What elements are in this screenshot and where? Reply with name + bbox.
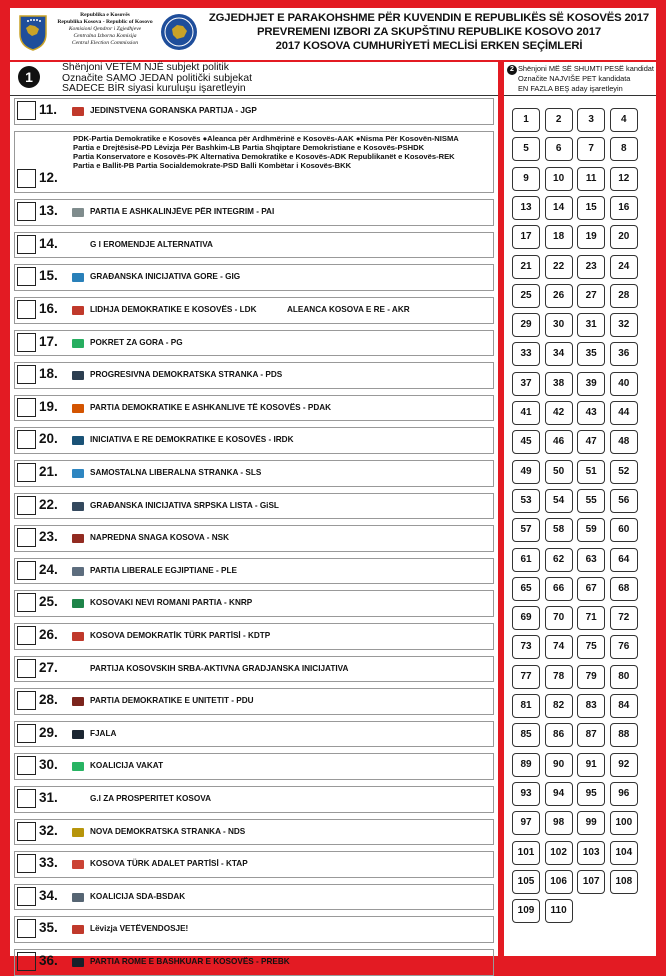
candidate-number-box[interactable]: 27 xyxy=(577,284,605,308)
candidate-number-box[interactable]: 87 xyxy=(577,723,605,747)
party-name: PARTIA LIBERALE EGJIPTIANE - PLE xyxy=(90,565,237,575)
party-row xyxy=(14,395,494,422)
candidate-number-box[interactable]: 44 xyxy=(610,401,638,425)
candidate-number-box[interactable]: 53 xyxy=(512,489,540,513)
candidate-number-box[interactable]: 92 xyxy=(610,753,638,777)
party-logo-icon xyxy=(72,107,84,116)
instruction-line-turkish: SADECE BİR siyasi kuruluşu işaretleyin xyxy=(62,83,246,95)
party-checkbox[interactable] xyxy=(17,528,36,547)
party-number: 34. xyxy=(39,887,58,903)
candidate-number-box[interactable]: 14 xyxy=(545,196,573,220)
ballot-header xyxy=(10,8,656,60)
party-row xyxy=(14,656,494,683)
party-name: JEDINSTVENA GORANSKA PARTIJA - JGP xyxy=(90,106,257,115)
candidate-number-box[interactable]: 20 xyxy=(610,225,638,249)
candidate-number-box[interactable]: 57 xyxy=(512,518,540,542)
candidate-number-box[interactable]: 101 xyxy=(512,841,540,865)
candidate-number-box[interactable]: 7 xyxy=(577,137,605,161)
party-checkbox[interactable] xyxy=(17,333,36,352)
coalition-line: Partia Konservatore e Kosovës-PK Alternativa Demokratike e Kosovës-ADK Republikanët e Kosovës-REK xyxy=(73,152,455,161)
candidate-number-box[interactable]: 30 xyxy=(545,313,573,337)
party-logo-icon xyxy=(72,762,84,771)
party-checkbox[interactable] xyxy=(17,854,36,873)
candidate-number-box[interactable]: 38 xyxy=(545,372,573,396)
candidate-number-box[interactable]: 52 xyxy=(610,460,638,484)
party-number: 23. xyxy=(39,529,58,545)
party-checkbox[interactable] xyxy=(17,101,36,120)
party-row xyxy=(14,232,494,259)
party-name: KOALICIJA VAKAT xyxy=(90,761,164,771)
party-name: FJALA xyxy=(90,728,117,738)
party-name: SAMOSTALNA LIBERALNA STRANKA - SLS xyxy=(90,468,262,477)
candidate-number-box[interactable]: 34 xyxy=(545,342,573,366)
candidate-number-box[interactable]: 17 xyxy=(512,225,540,249)
party-checkbox[interactable] xyxy=(17,691,36,710)
party-row xyxy=(14,297,494,324)
candidate-number-box[interactable]: 33 xyxy=(512,342,540,366)
candidate-number-box[interactable]: 80 xyxy=(610,665,638,689)
party-name: KOSOVA TÜRK ADALET PARTİSİ - KTAP xyxy=(90,859,248,869)
party-checkbox[interactable] xyxy=(17,365,36,384)
candidate-number-box[interactable]: 83 xyxy=(577,694,605,718)
party-number: 26. xyxy=(39,627,58,642)
party-checkbox[interactable] xyxy=(17,300,36,319)
party-name: POKRET ZA GORA - PG xyxy=(90,337,183,347)
candidate-number-box[interactable]: 85 xyxy=(512,723,540,747)
kosovo-coat-of-arms-icon xyxy=(18,14,48,52)
candidate-number-box[interactable]: 21 xyxy=(512,255,540,279)
candidate-number-box[interactable]: 96 xyxy=(610,782,638,806)
candidate-number-box[interactable]: 46 xyxy=(545,430,573,454)
party-logo-icon xyxy=(72,339,84,348)
candidate-number-box[interactable]: 70 xyxy=(545,606,573,630)
candidate-number-box[interactable]: 15 xyxy=(577,196,605,220)
candidate-number-box[interactable]: 37 xyxy=(512,372,540,396)
party-checkbox[interactable] xyxy=(17,463,36,482)
candidate-number-box[interactable]: 12 xyxy=(610,167,638,191)
party-row xyxy=(14,427,494,454)
party-row xyxy=(14,884,494,911)
candidate-number-box[interactable]: 49 xyxy=(512,460,540,484)
candidate-number-box[interactable]: 3 xyxy=(577,108,605,132)
coalition-line: Partia e Ballit-PB Partia Socialdemokrate-PSD Balli Kombëtar i Kosovës-BKK xyxy=(73,161,352,171)
party-logo-icon xyxy=(72,730,84,739)
candidate-number-box[interactable]: 45 xyxy=(512,430,540,454)
party-row xyxy=(14,330,494,357)
party-row xyxy=(14,623,494,650)
party-number: 24. xyxy=(39,561,58,577)
candidate-number-box[interactable]: 51 xyxy=(577,460,605,484)
party-logo-icon xyxy=(72,958,84,967)
instruction-line-albanian: Shënjoni VETËM NJË subjekt politik xyxy=(62,62,229,73)
candidate-instruction xyxy=(504,62,656,96)
party-logo-icon xyxy=(72,860,84,869)
candidate-number-box[interactable]: 69 xyxy=(512,606,540,630)
party-name: KOSOVA DEMOKRATİK TÜRK PARTİSİ - KDTP xyxy=(90,631,271,640)
candidate-number-box[interactable]: 84 xyxy=(610,694,638,718)
party-checkbox[interactable] xyxy=(17,952,36,971)
party-number: 21. xyxy=(39,464,58,479)
party-number: 32. xyxy=(39,822,58,838)
candidate-number-box[interactable]: 1 xyxy=(512,108,540,132)
candidate-number-box[interactable]: 9 xyxy=(512,167,540,191)
party-name-secondary: ALEANCA KOSOVA E RE - AKR xyxy=(287,305,410,314)
candidate-number-box[interactable]: 58 xyxy=(545,518,573,542)
candidate-number-box[interactable]: 93 xyxy=(512,782,540,806)
party-checkbox[interactable] xyxy=(17,496,36,515)
party-number: 36. xyxy=(39,953,58,968)
institution-line4: Centralna Izborna Komisija xyxy=(73,33,137,39)
party-selection-panel xyxy=(10,62,498,968)
party-row xyxy=(14,460,494,487)
candidate-number-box[interactable]: 54 xyxy=(545,489,573,513)
party-number: 27. xyxy=(39,659,58,675)
candidate-selection-panel xyxy=(504,62,656,956)
party-row xyxy=(14,949,494,976)
title-turkish: 2017 KOSOVA CUMHURİYETİ MECLİSİ ERKEN SEÇİMLERİ xyxy=(275,40,583,52)
candidate-number-box[interactable]: 26 xyxy=(545,284,573,308)
party-name: GRAĐANSKA INICIJATIVA GORE - GIG xyxy=(90,272,241,282)
party-instruction-text xyxy=(62,63,252,95)
candidate-number-box[interactable]: 50 xyxy=(545,460,573,484)
candidate-number-box[interactable]: 74 xyxy=(545,635,573,659)
party-checkbox[interactable] xyxy=(17,169,36,188)
party-logo-icon xyxy=(72,828,84,837)
candidate-number-box[interactable]: 23 xyxy=(577,255,605,279)
party-name: NAPREDNA SNAGA KOSOVA - NSK xyxy=(90,533,230,543)
party-row xyxy=(14,851,494,878)
candidate-number-box[interactable]: 59 xyxy=(577,518,605,542)
candidate-number-box[interactable]: 108 xyxy=(610,870,638,894)
candidate-number-box[interactable]: 66 xyxy=(545,577,573,601)
candidate-number-box[interactable]: 22 xyxy=(545,255,573,279)
party-number: 22. xyxy=(39,496,58,512)
candidate-number-box[interactable]: 98 xyxy=(545,811,573,835)
candidate-number-box[interactable]: 56 xyxy=(610,489,638,513)
party-checkbox[interactable] xyxy=(17,561,36,580)
candidate-number-box[interactable]: 55 xyxy=(577,489,605,513)
party-name: PARTIJA KOSOVSKIH SRBA-AKTIVNA GRADJANSKA INICIJATIVA xyxy=(90,663,349,673)
party-name: G I EROMENDJE ALTERNATIVA xyxy=(90,239,213,249)
candidate-number-box[interactable]: 104 xyxy=(610,841,638,865)
candidate-number-box[interactable]: 13 xyxy=(512,196,540,220)
candidate-number-box[interactable]: 71 xyxy=(577,606,605,630)
party-name: PARTIA DEMOKRATIKE E ASHKANLIVE TË KOSOVËS - PDAK xyxy=(90,402,332,412)
party-name: KOSOVAKI NEVI ROMANI PARTIA - KNRP xyxy=(90,598,253,608)
party-checkbox[interactable] xyxy=(17,626,36,645)
cec-logo-icon xyxy=(160,13,198,51)
party-checkbox[interactable] xyxy=(17,724,36,743)
party-row xyxy=(14,688,494,715)
party-row xyxy=(14,493,494,520)
party-row xyxy=(14,264,494,291)
candidate-number-box[interactable]: 91 xyxy=(577,753,605,777)
party-row xyxy=(14,916,494,943)
party-logo-icon xyxy=(72,925,84,934)
candidate-number-box[interactable]: 100 xyxy=(610,811,638,835)
candidate-number-box[interactable]: 81 xyxy=(512,694,540,718)
party-logo-icon xyxy=(72,893,84,902)
party-number: 28. xyxy=(39,692,58,708)
party-logo-icon xyxy=(72,273,84,282)
candidate-number-box[interactable]: 35 xyxy=(577,342,605,366)
party-name: PARTIA ROME E BASHKUAR E KOSOVËS - PREBK xyxy=(90,957,290,966)
candidate-number-box[interactable]: 65 xyxy=(512,577,540,601)
candidate-number-box[interactable]: 43 xyxy=(577,401,605,425)
title-serbian: PREVREMENI IZBORI ZA SKUPŠTINU REPUBLIKE KOSOVO 2017 xyxy=(257,26,601,38)
party-number: 12. xyxy=(39,169,58,185)
candidate-number-box[interactable]: 63 xyxy=(577,548,605,572)
party-number: 33. xyxy=(39,855,58,871)
candidate-number-box[interactable]: 24 xyxy=(610,255,638,279)
candidate-number-box[interactable]: 60 xyxy=(610,518,638,542)
party-number: 14. xyxy=(39,235,58,251)
candidate-instruction-albanian: Shënjoni MË SË SHUMTI PESË kandidat xyxy=(518,64,654,73)
coalition-line: Partia e Drejtësisë-PD Lëvizja Për Bashkim-LB Partia Shqiptare Demokristiane e Kosovës-PSHDK xyxy=(73,142,425,152)
candidate-number-box[interactable]: 2 xyxy=(545,108,573,132)
party-logo-icon xyxy=(72,469,84,478)
instruction-line-serbian: Označite SAMO JEDAN politički subjekat xyxy=(62,72,252,84)
institution-block xyxy=(54,12,156,47)
candidate-number-box[interactable]: 47 xyxy=(577,430,605,454)
party-number: 11. xyxy=(39,102,58,117)
party-number: 35. xyxy=(39,920,58,936)
candidate-number-box[interactable]: 72 xyxy=(610,606,638,630)
party-checkbox[interactable] xyxy=(17,593,36,612)
party-logo-icon xyxy=(72,436,84,445)
party-row xyxy=(14,199,494,226)
candidate-number-box[interactable]: 105 xyxy=(512,870,540,894)
candidate-number-box[interactable]: 62 xyxy=(545,548,573,572)
candidate-number-box[interactable]: 48 xyxy=(610,430,638,454)
party-number: 29. xyxy=(39,724,58,740)
party-logo-icon xyxy=(72,632,84,641)
party-number: 13. xyxy=(39,203,58,219)
party-row xyxy=(14,753,494,780)
candidate-number-box[interactable]: 31 xyxy=(577,313,605,337)
candidate-number-box[interactable]: 28 xyxy=(610,284,638,308)
party-number: 18. xyxy=(39,366,58,382)
institution-line3: Komisioni Qendror i Zgjedhjeve xyxy=(68,26,142,32)
title-albanian: ZGJEDHJET E PARAKOHSHME PËR KUVENDIN E REPUBLIKËS SË KOSOVËS 2017 xyxy=(208,12,650,24)
party-logo-icon xyxy=(72,567,84,576)
candidate-number-box[interactable]: 110 xyxy=(545,899,573,923)
candidate-number-box[interactable]: 42 xyxy=(545,401,573,425)
party-row xyxy=(14,819,494,846)
party-logo-icon xyxy=(72,404,84,413)
party-number: 15. xyxy=(39,268,58,284)
party-name: PARTIA DEMOKRATIKE E UNITETIT - PDU xyxy=(90,696,254,706)
party-name: G.I ZA PROSPERITET KOSOVA xyxy=(90,794,212,803)
step-two-badge: 2 xyxy=(507,65,517,75)
party-number: 30. xyxy=(39,757,58,773)
party-name: NOVA DEMOKRATSKA STRANKA - NDS xyxy=(90,826,246,836)
party-row xyxy=(14,98,494,125)
party-row xyxy=(14,786,494,813)
party-logo-icon xyxy=(72,534,84,543)
candidate-number-box[interactable]: 61 xyxy=(512,548,540,572)
party-name: KOALICIJA SDA-BSDAK xyxy=(90,891,186,901)
party-row xyxy=(14,525,494,552)
candidate-number-box[interactable]: 41 xyxy=(512,401,540,425)
candidate-number-box[interactable]: 4 xyxy=(610,108,638,132)
candidate-number-box[interactable]: 109 xyxy=(512,899,540,923)
candidate-number-box[interactable]: 36 xyxy=(610,342,638,366)
candidate-number-box[interactable]: 90 xyxy=(545,753,573,777)
party-checkbox[interactable] xyxy=(17,235,36,254)
candidate-number-box[interactable]: 88 xyxy=(610,723,638,747)
party-number: 25. xyxy=(39,594,58,610)
party-logo-icon xyxy=(72,502,84,511)
candidate-instruction-turkish: EN FAZLA BEŞ aday işaretleyin xyxy=(518,84,623,93)
candidate-number-box[interactable]: 79 xyxy=(577,665,605,689)
party-row xyxy=(14,721,494,748)
candidate-number-box[interactable]: 19 xyxy=(577,225,605,249)
candidate-number-box[interactable]: 25 xyxy=(512,284,540,308)
candidate-instruction-text xyxy=(518,64,654,94)
party-checkbox[interactable] xyxy=(17,430,36,449)
party-logo-icon xyxy=(72,306,84,315)
party-checkbox[interactable] xyxy=(17,919,36,938)
ballot-titles xyxy=(206,11,652,53)
party-number: 19. xyxy=(39,398,58,414)
party-number: 16. xyxy=(39,301,58,316)
party-logo-icon xyxy=(72,697,84,706)
party-number: 31. xyxy=(39,790,58,805)
party-name: Lëvizja VETËVENDOSJE! xyxy=(90,924,189,934)
party-row xyxy=(14,590,494,617)
coalition-members xyxy=(73,134,493,171)
candidate-number-box[interactable]: 32 xyxy=(610,313,638,337)
candidate-number-box[interactable]: 107 xyxy=(577,870,605,894)
candidate-number-box[interactable]: 8 xyxy=(610,137,638,161)
candidate-number-box[interactable]: 89 xyxy=(512,753,540,777)
coalition-line: PDK-Partia Demokratike e Kosovës ●Aleanca për Ardhmërinë e Kosovës-AAK ●Nisma Për Kosovën-NISMA xyxy=(73,133,459,143)
party-name: PARTIA E ASHKALINJËVE PËR INTEGRIM - PAI xyxy=(90,207,275,217)
candidate-number-box[interactable]: 10 xyxy=(545,167,573,191)
candidate-number-box[interactable]: 94 xyxy=(545,782,573,806)
candidate-number-box[interactable]: 86 xyxy=(545,723,573,747)
institution-line2: Republika Kosova - Republic of Kosovo xyxy=(57,19,153,25)
party-name: GRAĐANSKA INICIJATIVA SRPSKA LISTA - GiSL xyxy=(90,500,279,510)
party-row xyxy=(14,558,494,585)
candidate-number-box[interactable]: 64 xyxy=(610,548,638,572)
candidate-number-box[interactable]: 67 xyxy=(577,577,605,601)
party-name: PROGRESIVNA DEMOKRATSKA STRANKA - PDS xyxy=(90,370,283,380)
candidate-number-box[interactable]: 68 xyxy=(610,577,638,601)
candidate-number-box[interactable]: 102 xyxy=(545,841,573,865)
party-checkbox[interactable] xyxy=(17,398,36,417)
candidate-number-box[interactable]: 82 xyxy=(545,694,573,718)
candidate-number-box[interactable]: 78 xyxy=(545,665,573,689)
party-name: INICIATIVA E RE DEMOKRATIKE E KOSOVËS - IRDK xyxy=(90,435,294,445)
party-logo-icon xyxy=(72,208,84,217)
candidate-number-box[interactable]: 106 xyxy=(545,870,573,894)
candidate-number-box[interactable]: 103 xyxy=(577,841,605,865)
candidate-number-box[interactable]: 18 xyxy=(545,225,573,249)
party-checkbox[interactable] xyxy=(17,822,36,841)
candidate-number-box[interactable]: 16 xyxy=(610,196,638,220)
candidate-number-box[interactable]: 11 xyxy=(577,167,605,191)
candidate-number-box[interactable]: 95 xyxy=(577,782,605,806)
candidate-number-box[interactable]: 39 xyxy=(577,372,605,396)
party-checkbox[interactable] xyxy=(17,887,36,906)
party-checkbox[interactable] xyxy=(17,267,36,286)
step-one-badge: 1 xyxy=(18,66,40,88)
party-row xyxy=(14,362,494,389)
candidate-number-box[interactable]: 73 xyxy=(512,635,540,659)
candidate-number-box[interactable]: 77 xyxy=(512,665,540,689)
party-logo-icon xyxy=(72,371,84,380)
party-checkbox[interactable] xyxy=(17,756,36,775)
candidate-number-box[interactable]: 76 xyxy=(610,635,638,659)
candidate-number-box[interactable]: 5 xyxy=(512,137,540,161)
candidate-number-box[interactable]: 6 xyxy=(545,137,573,161)
party-instruction xyxy=(10,62,498,96)
party-logo-icon xyxy=(72,599,84,608)
candidate-number-box[interactable]: 75 xyxy=(577,635,605,659)
institution-line5: Central Election Commission xyxy=(71,40,139,46)
party-number: 20. xyxy=(39,431,58,447)
party-checkbox[interactable] xyxy=(17,202,36,221)
candidate-instruction-serbian: Označite NAJVIŠE PET kandidata xyxy=(518,74,631,83)
party-checkbox[interactable] xyxy=(17,789,36,808)
candidate-number-box[interactable]: 99 xyxy=(577,811,605,835)
party-checkbox[interactable] xyxy=(17,659,36,678)
party-number: 17. xyxy=(39,333,58,349)
candidate-number-box[interactable]: 40 xyxy=(610,372,638,396)
candidate-number-box[interactable]: 97 xyxy=(512,811,540,835)
institution-line1: Republika e Kosovës xyxy=(80,12,130,18)
candidate-number-box[interactable]: 29 xyxy=(512,313,540,337)
party-row xyxy=(14,131,494,193)
party-name: LIDHJA DEMOKRATIKE E KOSOVËS - LDK xyxy=(90,305,257,314)
